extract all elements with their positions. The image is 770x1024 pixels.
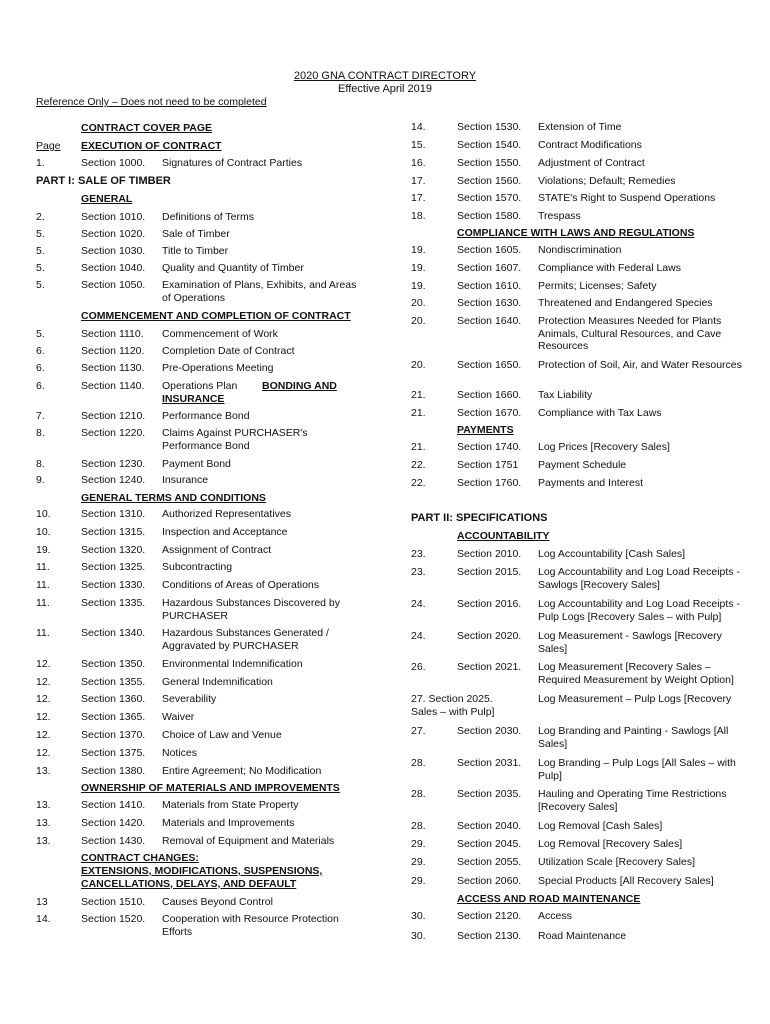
- section-number: Section 2021.: [457, 661, 522, 673]
- section-number: Section 2060.: [457, 875, 522, 887]
- page-number: 12.: [36, 676, 51, 688]
- page-number: 5.: [36, 245, 45, 257]
- heading-compliance: COMPLIANCE WITH LAWS AND REGULATIONS: [457, 227, 695, 239]
- section-number: Section 1670.: [457, 407, 522, 419]
- section-number: Section 1660.: [457, 389, 522, 401]
- section-title: Quality and Quantity of Timber: [162, 262, 304, 274]
- page-number: 6.: [36, 362, 45, 374]
- section-number: Section 1010.: [81, 211, 146, 223]
- section-number: Section 1430.: [81, 835, 146, 847]
- section-title: Log Accountability [Cash Sales]: [538, 548, 686, 560]
- section-title: Signatures of Contract Parties: [162, 157, 303, 169]
- heading-contract-changes: CONTRACT CHANGES:: [81, 852, 199, 864]
- page-number: 6.: [36, 380, 45, 392]
- section-number: Section 1365.: [81, 711, 146, 723]
- section-number: Section 1605.: [457, 244, 522, 256]
- page-number: 6.: [36, 345, 45, 357]
- reference-note: Reference Only – Does not need to be completed: [36, 96, 267, 108]
- section-2025-line: 27. Section 2025.: [411, 693, 493, 705]
- section-title: Log Measurement - Sawlogs [Recovery Sales]: [538, 630, 722, 655]
- section-number: Section 2130.: [457, 930, 522, 942]
- section-number: Section 2010.: [457, 548, 522, 560]
- section-title: Log Accountability and Log Load Receipts - Pulp Logs [Recovery Sales – with Pulp]: [538, 598, 740, 623]
- page-number: 12.: [36, 729, 51, 741]
- section-number: Section 2020.: [457, 630, 522, 642]
- section-title: Environmental Indemnification: [162, 658, 303, 670]
- section-title: Log Prices [Recovery Sales]: [538, 441, 670, 453]
- section-title: Subcontracting: [162, 561, 233, 573]
- page-number: 9.: [36, 474, 45, 486]
- section-title: General Indemnification: [162, 676, 273, 688]
- section-title: Insurance: [162, 474, 209, 486]
- page-number: 14.: [411, 121, 426, 133]
- page-column-label: Page: [36, 140, 61, 152]
- page-number: 5.: [36, 262, 45, 274]
- section-number: Section 1630.: [457, 297, 522, 309]
- section-number: Section 1420.: [81, 817, 146, 829]
- section-title: Utilization Scale [Recovery Sales]: [538, 856, 695, 868]
- section-number: Section 1030.: [81, 245, 146, 257]
- page-number: 18.: [411, 210, 426, 222]
- section-number: Section 1760.: [457, 477, 522, 489]
- part-one-heading: PART I: SALE OF TIMBER: [36, 175, 171, 187]
- page-number: 29.: [411, 856, 426, 868]
- page-number: 14.: [36, 913, 51, 925]
- page-number: 24.: [411, 630, 426, 642]
- section-number: Section 1580.: [457, 210, 522, 222]
- section-title: Extension of Time: [538, 121, 622, 133]
- section-title: Assignment of Contract: [162, 544, 272, 556]
- section-number: Section 1570.: [457, 192, 522, 204]
- page-number: 13.: [36, 817, 51, 829]
- section-number: Section 1110.: [81, 328, 144, 340]
- page-number: 1.: [36, 157, 45, 169]
- page-number: 11.: [36, 597, 50, 609]
- section-title: Removal of Equipment and Materials: [162, 835, 335, 847]
- section-title: Access: [538, 910, 572, 922]
- heading-insurance: INSURANCE: [162, 393, 225, 405]
- page-number: 11.: [36, 579, 50, 591]
- section-title: Special Products [All Recovery Sales]: [538, 875, 714, 887]
- section-number: Section 2055.: [457, 856, 522, 868]
- section-number: Section 2015.: [457, 566, 522, 578]
- section-number: Section 1040.: [81, 262, 146, 274]
- section-title: Operations Plan: [162, 380, 238, 392]
- section-title: Title to Timber: [162, 245, 229, 257]
- section-number: Section 2031.: [457, 757, 522, 769]
- section-title: Claims Against PURCHASER's Performance Bond: [162, 427, 308, 452]
- page-number: 5.: [36, 279, 45, 291]
- page-number: 21.: [411, 389, 426, 401]
- section-title: Payments and Interest: [538, 477, 644, 489]
- section-number: Section 1751: [457, 459, 519, 471]
- section-number: Section 1350.: [81, 658, 146, 670]
- page-number: 19.: [411, 280, 426, 292]
- section-title: Road Maintenance: [538, 930, 627, 942]
- section-title: Nondiscrimination: [538, 244, 622, 256]
- page-number: 29.: [411, 875, 426, 887]
- section-title: Hauling and Operating Time Restrictions [Recovery Sales]: [538, 788, 727, 813]
- page-number: 19.: [411, 262, 426, 274]
- section-number: Section 2035.: [457, 788, 522, 800]
- section-title: Hazardous Substances Discovered by PURCHASER: [162, 597, 341, 622]
- section-title: Log Branding and Painting - Sawlogs [All Sales]: [538, 725, 729, 750]
- heading-bonding: BONDING AND: [262, 380, 337, 392]
- section-title: Violations; Default; Remedies: [538, 175, 676, 187]
- heading-contract-changes-3: CANCELLATIONS, DELAYS, AND DEFAULT: [81, 878, 297, 890]
- page-number: 12.: [36, 747, 51, 759]
- page-number: 28.: [411, 788, 426, 800]
- section-title: Notices: [162, 747, 198, 759]
- page-number: 12.: [36, 711, 51, 723]
- page-number: 11.: [36, 561, 50, 573]
- section-number: Section 1000.: [81, 157, 146, 169]
- heading-payments: PAYMENTS: [457, 424, 514, 436]
- section-number: Section 1310.: [81, 508, 146, 520]
- section-title: Pre-Operations Meeting: [162, 362, 274, 374]
- page-number: 5.: [36, 328, 45, 340]
- section-number: Section 1510.: [81, 896, 146, 908]
- section-title: Log Removal [Cash Sales]: [538, 820, 663, 832]
- section-title: Hazardous Substances Generated / Aggravated by PURCHASER: [162, 627, 329, 652]
- page-number: 11.: [36, 627, 50, 639]
- section-number: Section 1210.: [81, 410, 146, 422]
- section-title: Entire Agreement; No Modification: [162, 765, 322, 777]
- section-number: Section 2016.: [457, 598, 522, 610]
- section-title: Payment Bond: [162, 458, 231, 470]
- section-title: Log Accountability and Log Load Receipts - Sawlogs [Recovery Sales]: [538, 566, 740, 591]
- heading-commencement: COMMENCEMENT AND COMPLETION OF CONTRACT: [81, 310, 351, 322]
- section-title: Sale of Timber: [162, 228, 230, 240]
- section-number: Section 1410.: [81, 799, 146, 811]
- page-number: 20.: [411, 359, 426, 371]
- section-title: Severability: [162, 693, 217, 705]
- section-number: Section 1355.: [81, 676, 146, 688]
- page-number: 10.: [36, 508, 51, 520]
- page-number: 19.: [411, 244, 426, 256]
- page-number: 16.: [411, 157, 426, 169]
- document-subtitle: Effective April 2019: [338, 83, 432, 95]
- page-number: 13.: [36, 835, 51, 847]
- page-number: 22.: [411, 477, 426, 489]
- section-number: Section 1130.: [81, 362, 145, 374]
- page-number: 7.: [36, 410, 45, 422]
- heading-contract-changes-2: EXTENSIONS, MODIFICATIONS, SUSPENSIONS,: [81, 865, 323, 877]
- section-title: Log Measurement [Recovery Sales – Required Measurement by Weight Option]: [538, 661, 734, 686]
- page-number: 13: [36, 896, 48, 908]
- heading-execution: EXECUTION OF CONTRACT: [81, 140, 222, 152]
- page-number: 13.: [36, 799, 51, 811]
- heading-accountability: ACCOUNTABILITY: [457, 530, 550, 542]
- section-title: Cooperation with Resource Protection Efforts: [162, 913, 339, 938]
- section-title: Payment Schedule: [538, 459, 627, 471]
- section-number: Section 1560.: [457, 175, 522, 187]
- page-number: 20.: [411, 315, 426, 327]
- page-number: 17.: [411, 192, 426, 204]
- page-number: 28.: [411, 757, 426, 769]
- section-number: Section 1340.: [81, 627, 146, 639]
- section-title: Definitions of Terms: [162, 211, 255, 223]
- heading-cover-page: CONTRACT COVER PAGE: [81, 122, 213, 134]
- section-number: Section 1140.: [81, 380, 145, 392]
- page-number: 2.: [36, 211, 45, 223]
- section-title: Commencement of Work: [162, 328, 278, 340]
- section-number: Section 1360.: [81, 693, 146, 705]
- section-number: Section 1325.: [81, 561, 146, 573]
- page-number: 19.: [36, 544, 51, 556]
- section-number: Section 1740.: [457, 441, 522, 453]
- section-title: Log Removal [Recovery Sales]: [538, 838, 683, 850]
- section-title: Compliance with Tax Laws: [538, 407, 662, 419]
- page-number: 5.: [36, 228, 45, 240]
- page-number: 12.: [36, 693, 51, 705]
- section-number: Section 1120.: [81, 345, 145, 357]
- page-number: 30.: [411, 910, 426, 922]
- section-number: Section 1335.: [81, 597, 146, 609]
- section-number: Section 1220.: [81, 427, 146, 439]
- section-title: STATE's Right to Suspend Operations: [538, 192, 716, 204]
- page-number: 21.: [411, 441, 426, 453]
- section-title: Protection Measures Needed for Plants Animals, Cultural Resources, and Cave Resources: [538, 315, 722, 352]
- document-title: 2020 GNA CONTRACT DIRECTORY: [293, 70, 477, 82]
- section-number: Section 2030.: [457, 725, 522, 737]
- section-number: Section 1315.: [81, 526, 146, 538]
- section-title: Performance Bond: [162, 410, 250, 422]
- section-title: Causes Beyond Control: [162, 896, 273, 908]
- section-number: Section 1550.: [457, 157, 522, 169]
- section-title: Inspection and Acceptance: [162, 526, 288, 538]
- page-number: 23.: [411, 548, 426, 560]
- page-number: 12.: [36, 658, 51, 670]
- section-number: Section 1520.: [81, 913, 146, 925]
- section-title: Trespass: [538, 210, 581, 222]
- page-number: 8.: [36, 427, 45, 439]
- section-number: Section 1020.: [81, 228, 146, 240]
- section-number: Section 1230.: [81, 458, 146, 470]
- section-title: Authorized Representatives: [162, 508, 291, 520]
- page-number: 10.: [36, 526, 51, 538]
- section-number: Section 1370.: [81, 729, 146, 741]
- section-number: Section 2040.: [457, 820, 522, 832]
- page-number: 8.: [36, 458, 45, 470]
- section-title: Conditions of Areas of Operations: [162, 579, 320, 591]
- section-number: Section 1320.: [81, 544, 146, 556]
- page-number: 30.: [411, 930, 426, 942]
- section-number: Section 1380.: [81, 765, 146, 777]
- page-number: 23.: [411, 566, 426, 578]
- page-number: 28.: [411, 820, 426, 832]
- section-title: Examination of Plans, Exhibits, and Areas of Operations: [162, 279, 357, 304]
- page-number: 29.: [411, 838, 426, 850]
- section-title: Protection of Soil, Air, and Water Resources: [538, 359, 742, 371]
- part-two-heading: PART II: SPECIFICATIONS: [411, 512, 548, 524]
- section-title: Tax Liability: [538, 389, 593, 401]
- section-title: Permits; Licenses; Safety: [538, 280, 657, 292]
- heading-general: GENERAL: [81, 193, 133, 205]
- section-2025-continued: Sales – with Pulp]: [411, 706, 495, 718]
- section-title: Choice of Law and Venue: [162, 729, 282, 741]
- heading-ownership: OWNERSHIP OF MATERIALS AND IMPROVEMENTS: [81, 782, 340, 794]
- section-number: Section 2045.: [457, 838, 522, 850]
- section-number: Section 1330.: [81, 579, 146, 591]
- section-title: Adjustment of Contract: [538, 157, 645, 169]
- section-number: Section 1530.: [457, 121, 522, 133]
- section-title: Completion Date of Contract: [162, 345, 295, 357]
- section-number: Section 1240.: [81, 474, 146, 486]
- section-title: Contract Modifications: [538, 139, 642, 151]
- section-title: Log Measurement – Pulp Logs [Recovery: [538, 693, 732, 705]
- section-title: Log Branding – Pulp Logs [All Sales – with Pulp]: [538, 757, 736, 782]
- section-number: Section 1610.: [457, 280, 522, 292]
- section-number: Section 1375.: [81, 747, 146, 759]
- section-title: Materials from State Property: [162, 799, 299, 811]
- page-number: 27.: [411, 725, 426, 737]
- page-number: 13.: [36, 765, 51, 777]
- section-number: Section 1050.: [81, 279, 146, 291]
- section-number: Section 1607.: [457, 262, 522, 274]
- page-number: 15.: [411, 139, 426, 151]
- page-number: 20.: [411, 297, 426, 309]
- heading-access: ACCESS AND ROAD MAINTENANCE: [457, 893, 641, 905]
- section-title: Waiver: [162, 711, 195, 723]
- section-title: Compliance with Federal Laws: [538, 262, 681, 274]
- section-title: Materials and Improvements: [162, 817, 295, 829]
- section-number: Section 1650.: [457, 359, 522, 371]
- page-number: 22.: [411, 459, 426, 471]
- section-number: Section 2120.: [457, 910, 522, 922]
- heading-general-terms: GENERAL TERMS AND CONDITIONS: [81, 492, 266, 504]
- section-number: Section 1640.: [457, 315, 522, 327]
- page-number: 21.: [411, 407, 426, 419]
- section-number: Section 1540.: [457, 139, 522, 151]
- page-number: 17.: [411, 175, 426, 187]
- section-title: Threatened and Endangered Species: [538, 297, 713, 309]
- page-number: 24.: [411, 598, 426, 610]
- page-number: 26.: [411, 661, 426, 673]
